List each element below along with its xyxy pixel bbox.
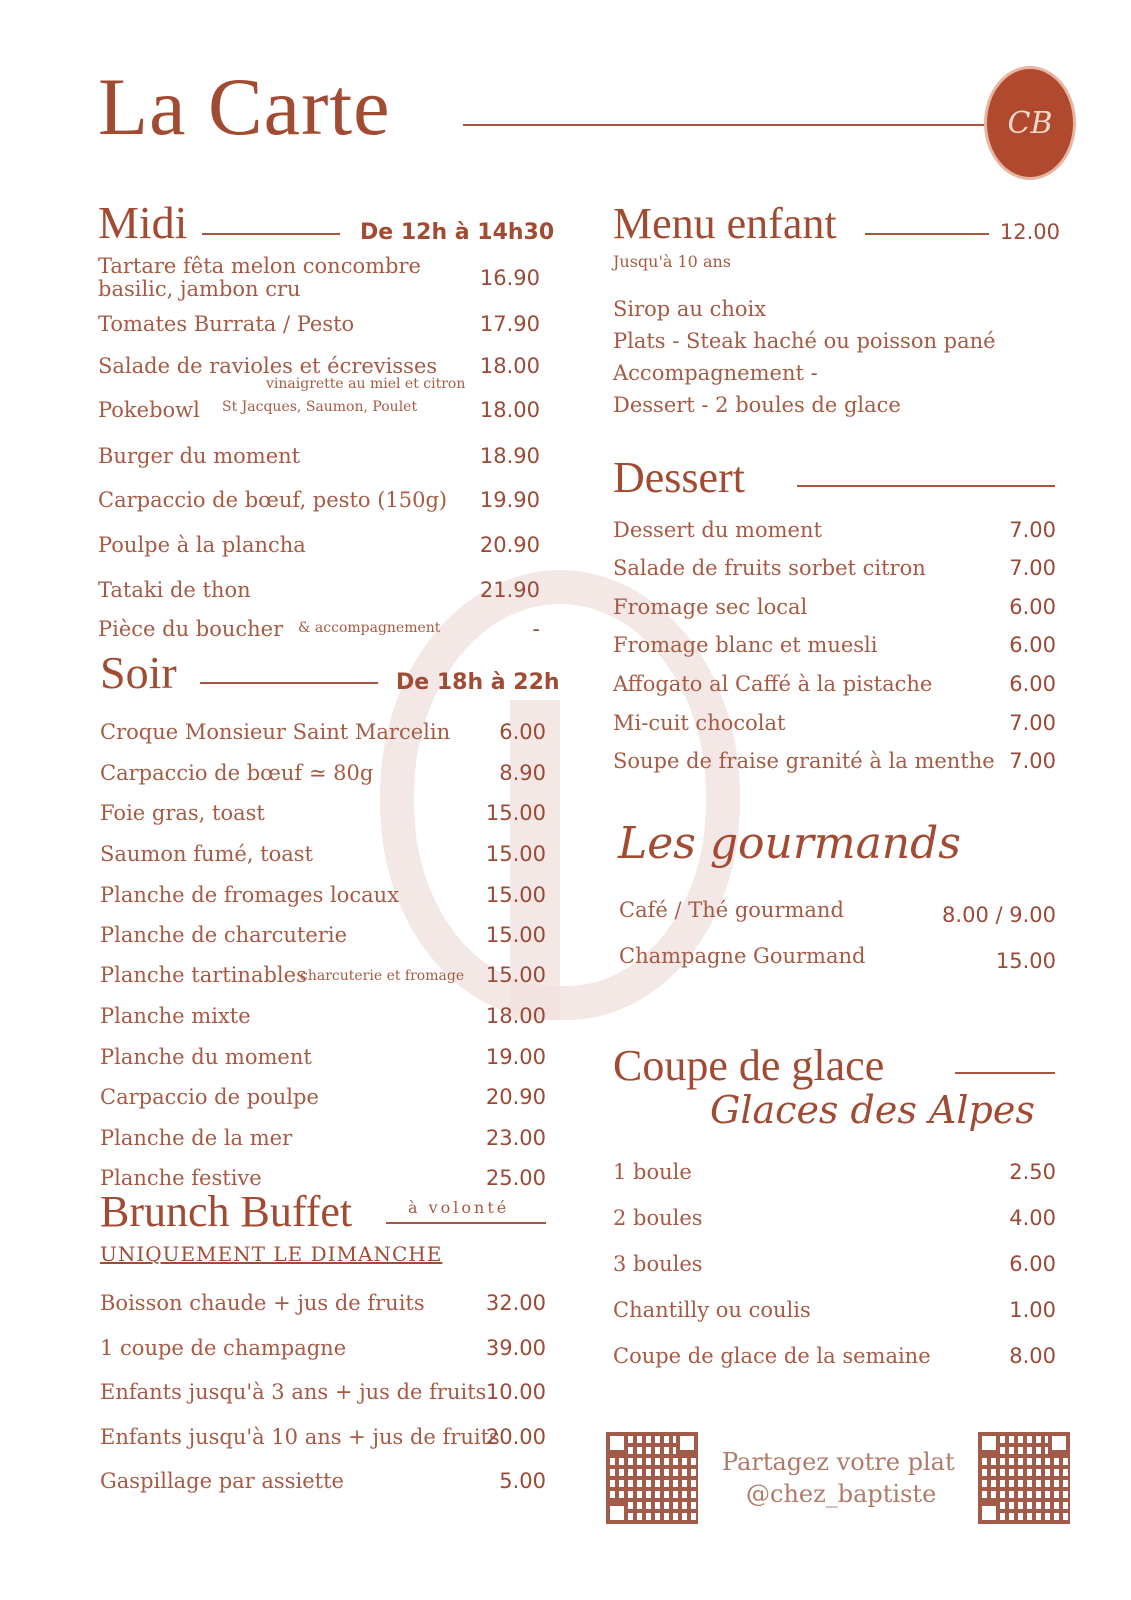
enfant-line: Dessert - 2 boules de glace xyxy=(613,393,901,417)
dessert-item: Dessert du moment xyxy=(613,518,822,542)
midi-item-line2: basilic, jambon cru xyxy=(98,277,301,301)
enfant-title: Menu enfant xyxy=(613,199,837,248)
enfant-rule xyxy=(865,233,989,235)
soir-item-note: charcuterie et fromage xyxy=(300,968,465,984)
brunch-price: 39.00 xyxy=(485,1336,546,1360)
soir-price: 15.00 xyxy=(485,883,546,907)
midi-item-note: & accompagnement xyxy=(298,620,441,636)
soir-price: 15.00 xyxy=(485,801,546,825)
glace-item: 3 boules xyxy=(613,1252,703,1276)
qr-code-left[interactable] xyxy=(606,1432,698,1524)
dessert-price: 7.00 xyxy=(1009,711,1056,735)
dessert-price: 7.00 xyxy=(1009,556,1056,580)
brunch-subtitle: UNIQUEMENT LE DIMANCHE xyxy=(100,1242,443,1266)
soir-price: 8.90 xyxy=(499,761,546,785)
soir-price: 15.00 xyxy=(485,963,546,987)
soir-price: 15.00 xyxy=(485,923,546,947)
glace-item: Coupe de glace de la semaine xyxy=(613,1344,931,1368)
glace-script: Glaces des Alpes xyxy=(710,1088,1035,1132)
gourmands-item: Café / Thé gourmand xyxy=(619,898,844,922)
midi-price: 18.00 xyxy=(479,398,540,422)
soir-hours: De 18h à 22h xyxy=(396,670,560,695)
brunch-item: 1 coupe de champagne xyxy=(100,1336,347,1360)
page-title: La Carte xyxy=(98,61,391,152)
enfant-price: 12.00 xyxy=(999,220,1060,244)
glace-item: 1 boule xyxy=(613,1160,692,1184)
dessert-item: Affogato al Caffé à la pistache xyxy=(613,672,933,696)
midi-rule xyxy=(202,233,340,235)
midi-item: Carpaccio de bœuf, pesto (150g) xyxy=(98,488,448,512)
brunch-price: 10.00 xyxy=(485,1380,546,1404)
soir-item: Planche mixte xyxy=(100,1004,251,1028)
dessert-item: Fromage sec local xyxy=(613,595,808,619)
soir-price: 20.90 xyxy=(485,1085,546,1109)
dessert-price: 7.00 xyxy=(1009,518,1056,542)
soir-price: 6.00 xyxy=(499,720,546,744)
soir-price: 19.00 xyxy=(485,1045,546,1069)
brunch-price: 20.00 xyxy=(485,1425,546,1449)
share-text: Partagez votre plat xyxy=(722,1448,955,1476)
soir-item: Carpaccio de bœuf ≃ 80g xyxy=(100,761,374,785)
enfant-line: Plats - Steak haché ou poisson pané xyxy=(613,329,996,353)
soir-item: Saumon fumé, toast xyxy=(100,842,313,866)
midi-item: Tartare fêta melon concombre xyxy=(98,254,421,278)
midi-hours: De 12h à 14h30 xyxy=(360,220,555,245)
midi-item: Salade de ravioles et écrevisses xyxy=(98,354,438,378)
soir-item: Carpaccio de poulpe xyxy=(100,1085,319,1109)
midi-item: Tataki de thon xyxy=(98,578,251,602)
dessert-rule xyxy=(797,485,1055,487)
midi-price: 18.00 xyxy=(479,354,540,378)
dessert-item: Salade de fruits sorbet citron xyxy=(613,556,926,580)
midi-item: Pokebowl xyxy=(98,398,200,422)
soir-title: Soir xyxy=(100,647,177,698)
brunch-item: Enfants jusqu'à 10 ans + jus de fruits xyxy=(100,1425,500,1449)
brunch-price: 5.00 xyxy=(499,1469,546,1493)
soir-item: Planche de la mer xyxy=(100,1126,293,1150)
soir-price: 25.00 xyxy=(485,1166,546,1190)
glace-price: 6.00 xyxy=(1009,1252,1056,1276)
midi-item-note: St Jacques, Saumon, Poulet xyxy=(222,399,418,415)
brunch-rule xyxy=(386,1222,546,1224)
glace-title: Coupe de glace xyxy=(613,1041,885,1090)
dessert-title: Dessert xyxy=(613,453,745,502)
soir-price: 18.00 xyxy=(485,1004,546,1028)
dessert-item: Mi-cuit chocolat xyxy=(613,711,786,735)
midi-price: 16.90 xyxy=(479,266,540,290)
midi-price: 18.90 xyxy=(479,444,540,468)
enfant-line: Sirop au choix xyxy=(613,297,767,321)
enfant-line: Accompagnement - xyxy=(613,361,818,385)
soir-item: Croque Monsieur Saint Marcelin xyxy=(100,720,451,744)
gourmands-title: Les gourmands xyxy=(618,818,961,869)
glace-item: Chantilly ou coulis xyxy=(613,1298,811,1322)
soir-item: Planche de fromages locaux xyxy=(100,883,400,907)
gourmands-item: Champagne Gourmand xyxy=(619,944,866,968)
midi-item: Poulpe à la plancha xyxy=(98,533,306,557)
midi-price: - xyxy=(532,617,540,641)
gourmands-price: 8.00 / 9.00 xyxy=(942,903,1056,927)
glace-price: 8.00 xyxy=(1009,1344,1056,1368)
soir-price: 15.00 xyxy=(485,842,546,866)
dessert-price: 6.00 xyxy=(1009,633,1056,657)
brunch-item: Boisson chaude + jus de fruits xyxy=(100,1291,425,1315)
glace-price: 2.50 xyxy=(1009,1160,1056,1184)
midi-price: 19.90 xyxy=(479,488,540,512)
gourmands-price: 15.00 xyxy=(995,949,1056,973)
glace-rule xyxy=(955,1072,1055,1074)
glace-price: 4.00 xyxy=(1009,1206,1056,1230)
midi-price: 20.90 xyxy=(479,533,540,557)
midi-price: 17.90 xyxy=(479,312,540,336)
logo-badge: CB xyxy=(984,66,1076,180)
soir-item: Foie gras, toast xyxy=(100,801,265,825)
dessert-item: Fromage blanc et muesli xyxy=(613,633,878,657)
dessert-price: 6.00 xyxy=(1009,672,1056,696)
midi-price: 21.90 xyxy=(479,578,540,602)
glace-item: 2 boules xyxy=(613,1206,703,1230)
qr-code-right[interactable] xyxy=(978,1432,1070,1524)
midi-item: Pièce du boucher xyxy=(98,617,284,641)
dessert-item: Soupe de fraise granité à la menthe xyxy=(613,749,995,773)
soir-item: Planche de charcuterie xyxy=(100,923,348,947)
header-rule xyxy=(463,124,985,126)
brunch-item: Gaspillage par assiette xyxy=(100,1469,344,1493)
soir-rule xyxy=(200,682,378,684)
midi-item-note: vinaigrette au miel et citron xyxy=(266,376,466,392)
midi-item: Burger du moment xyxy=(98,444,301,468)
midi-item: Tomates Burrata / Pesto xyxy=(98,312,355,336)
dessert-price: 6.00 xyxy=(1009,595,1056,619)
dessert-price: 7.00 xyxy=(1009,749,1056,773)
enfant-subtitle: Jusqu'à 10 ans xyxy=(613,252,731,271)
soir-price: 23.00 xyxy=(485,1126,546,1150)
brunch-price: 32.00 xyxy=(485,1291,546,1315)
brunch-title: Brunch Buffet xyxy=(100,1187,353,1236)
instagram-handle[interactable]: @chez_baptiste xyxy=(746,1480,937,1508)
brunch-note: à volonté xyxy=(408,1198,510,1217)
soir-item: Planche tartinables xyxy=(100,963,307,987)
soir-item: Planche du moment xyxy=(100,1045,312,1069)
soir-item: Planche festive xyxy=(100,1166,262,1190)
glace-price: 1.00 xyxy=(1009,1298,1056,1322)
brunch-item: Enfants jusqu'à 3 ans + jus de fruits xyxy=(100,1380,487,1404)
midi-title: Midi xyxy=(98,197,188,248)
